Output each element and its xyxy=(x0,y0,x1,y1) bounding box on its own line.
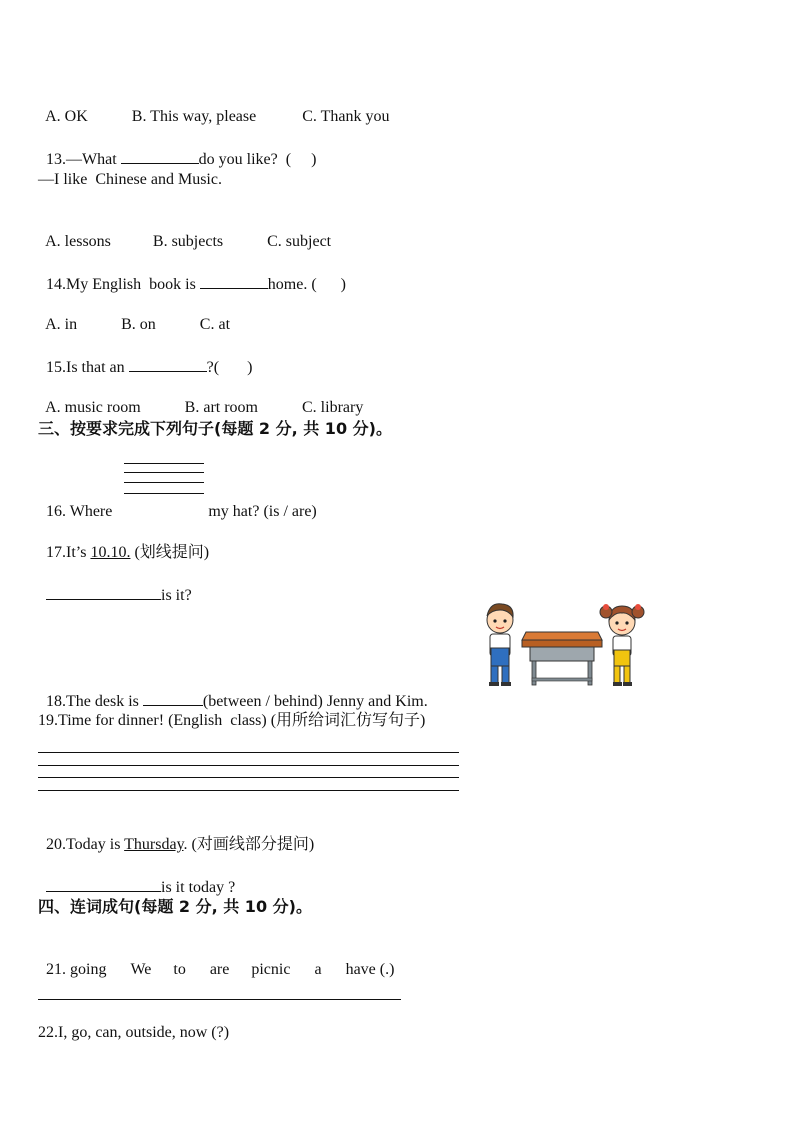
q13-option-a: A. lessons xyxy=(45,233,111,250)
section-4-title: 四、连词成句(每题 2 分, 共 10 分)。 xyxy=(38,897,312,916)
q20-prefix: 20.Today is xyxy=(46,836,125,853)
q12-option-c: C. Thank you xyxy=(302,108,390,125)
q14-suffix: home. ( xyxy=(267,276,317,293)
q13-suffix: do you like? ( xyxy=(198,151,292,168)
q20-question xyxy=(38,815,314,855)
q14-close: ) xyxy=(340,276,346,293)
section-3-title: 三、按要求完成下列句子(每题 2 分, 共 10 分)。 xyxy=(38,419,392,438)
q18-prefix: 18.The desk is xyxy=(46,693,143,710)
q14-options xyxy=(38,295,230,335)
q12-option-b: B. This way, please xyxy=(131,108,257,125)
q20-blank[interactable] xyxy=(46,877,161,892)
q15-close: ) xyxy=(247,359,253,376)
q14-prefix: 14.My English book is xyxy=(46,276,200,293)
desk-figure xyxy=(522,632,602,685)
q15-prefix: 15.Is that an xyxy=(46,359,129,376)
q14-question xyxy=(38,254,346,295)
q19-answer-line-4[interactable] xyxy=(38,790,459,791)
q14-option-a: A. in xyxy=(45,316,78,333)
q13-option-c: C. subject xyxy=(267,233,332,250)
q18-suffix: (between / behind) Jenny and Kim. xyxy=(202,693,428,710)
q17-blank[interactable] xyxy=(46,585,161,600)
q14-option-c: C. at xyxy=(199,316,231,333)
q16-prefix: 16. Where xyxy=(46,503,113,520)
q18-blank[interactable] xyxy=(143,691,203,706)
q17-underlined-time: 10.10. xyxy=(90,544,131,561)
q21-word-to: to xyxy=(173,961,186,978)
q18-question xyxy=(38,671,428,712)
q13-answer: —I like Chinese and Music. xyxy=(38,171,222,188)
q12-option-a: A. OK xyxy=(45,108,88,125)
q19-question: 19.Time for dinner! (English class) (用所给词汇仿写句子) xyxy=(38,712,426,729)
q21-word-picnic: picnic xyxy=(251,961,291,978)
q17-prefix: 17.It’s xyxy=(46,544,91,561)
writing-line-2 xyxy=(124,472,204,473)
q21-answer-line[interactable] xyxy=(38,999,401,1000)
q19-answer-line-1[interactable] xyxy=(38,752,459,753)
q20-underlined-day: Thursday xyxy=(124,836,184,853)
q15-option-a: A. music room xyxy=(45,399,141,416)
q15-options xyxy=(38,378,363,418)
girl-figure xyxy=(600,604,644,686)
q16-question xyxy=(38,482,317,522)
q15-question xyxy=(38,337,252,378)
q13-question xyxy=(38,129,316,170)
q13-option-b: B. subjects xyxy=(152,233,224,250)
q15-blank[interactable] xyxy=(129,357,207,372)
q13-options xyxy=(38,212,331,252)
boy-figure xyxy=(487,604,513,686)
q13-prefix: 13.—What xyxy=(46,151,121,168)
q12-options xyxy=(38,87,389,127)
q17-answer-line xyxy=(38,565,192,606)
q21-word-have: have (.) xyxy=(345,961,395,978)
q22-words: 22.I, go, can, outside, now (?) xyxy=(38,1024,230,1041)
writing-line-1 xyxy=(124,463,204,464)
q19-answer-line-3[interactable] xyxy=(38,777,459,778)
q16-suffix: my hat? (is / are) xyxy=(208,503,317,520)
q17-answer-suffix: is it? xyxy=(161,587,192,604)
q14-option-b: B. on xyxy=(121,316,156,333)
q20-suffix: . (对画线部分提问) xyxy=(183,836,315,853)
q17-suffix: (划线提问) xyxy=(130,544,210,561)
kids-and-desk-illustration xyxy=(478,598,650,690)
q20-answer-suffix: is it today ? xyxy=(161,879,236,896)
q21-word-are: are xyxy=(209,961,230,978)
q15-option-b: B. art room xyxy=(184,399,258,416)
q21-words xyxy=(38,940,394,980)
q17-question xyxy=(38,523,209,563)
q14-blank[interactable] xyxy=(200,274,268,289)
q13-close: ) xyxy=(311,151,317,168)
q19-answer-line-2[interactable] xyxy=(38,765,459,766)
q21-word-a: a xyxy=(314,961,322,978)
q15-suffix: ?( xyxy=(206,359,220,376)
q21-word-we: We xyxy=(130,961,152,978)
q20-answer-line xyxy=(38,857,235,898)
q21-word-going: 21. going xyxy=(46,961,107,978)
q13-blank[interactable] xyxy=(121,149,199,164)
q15-option-c: C. library xyxy=(302,399,364,416)
